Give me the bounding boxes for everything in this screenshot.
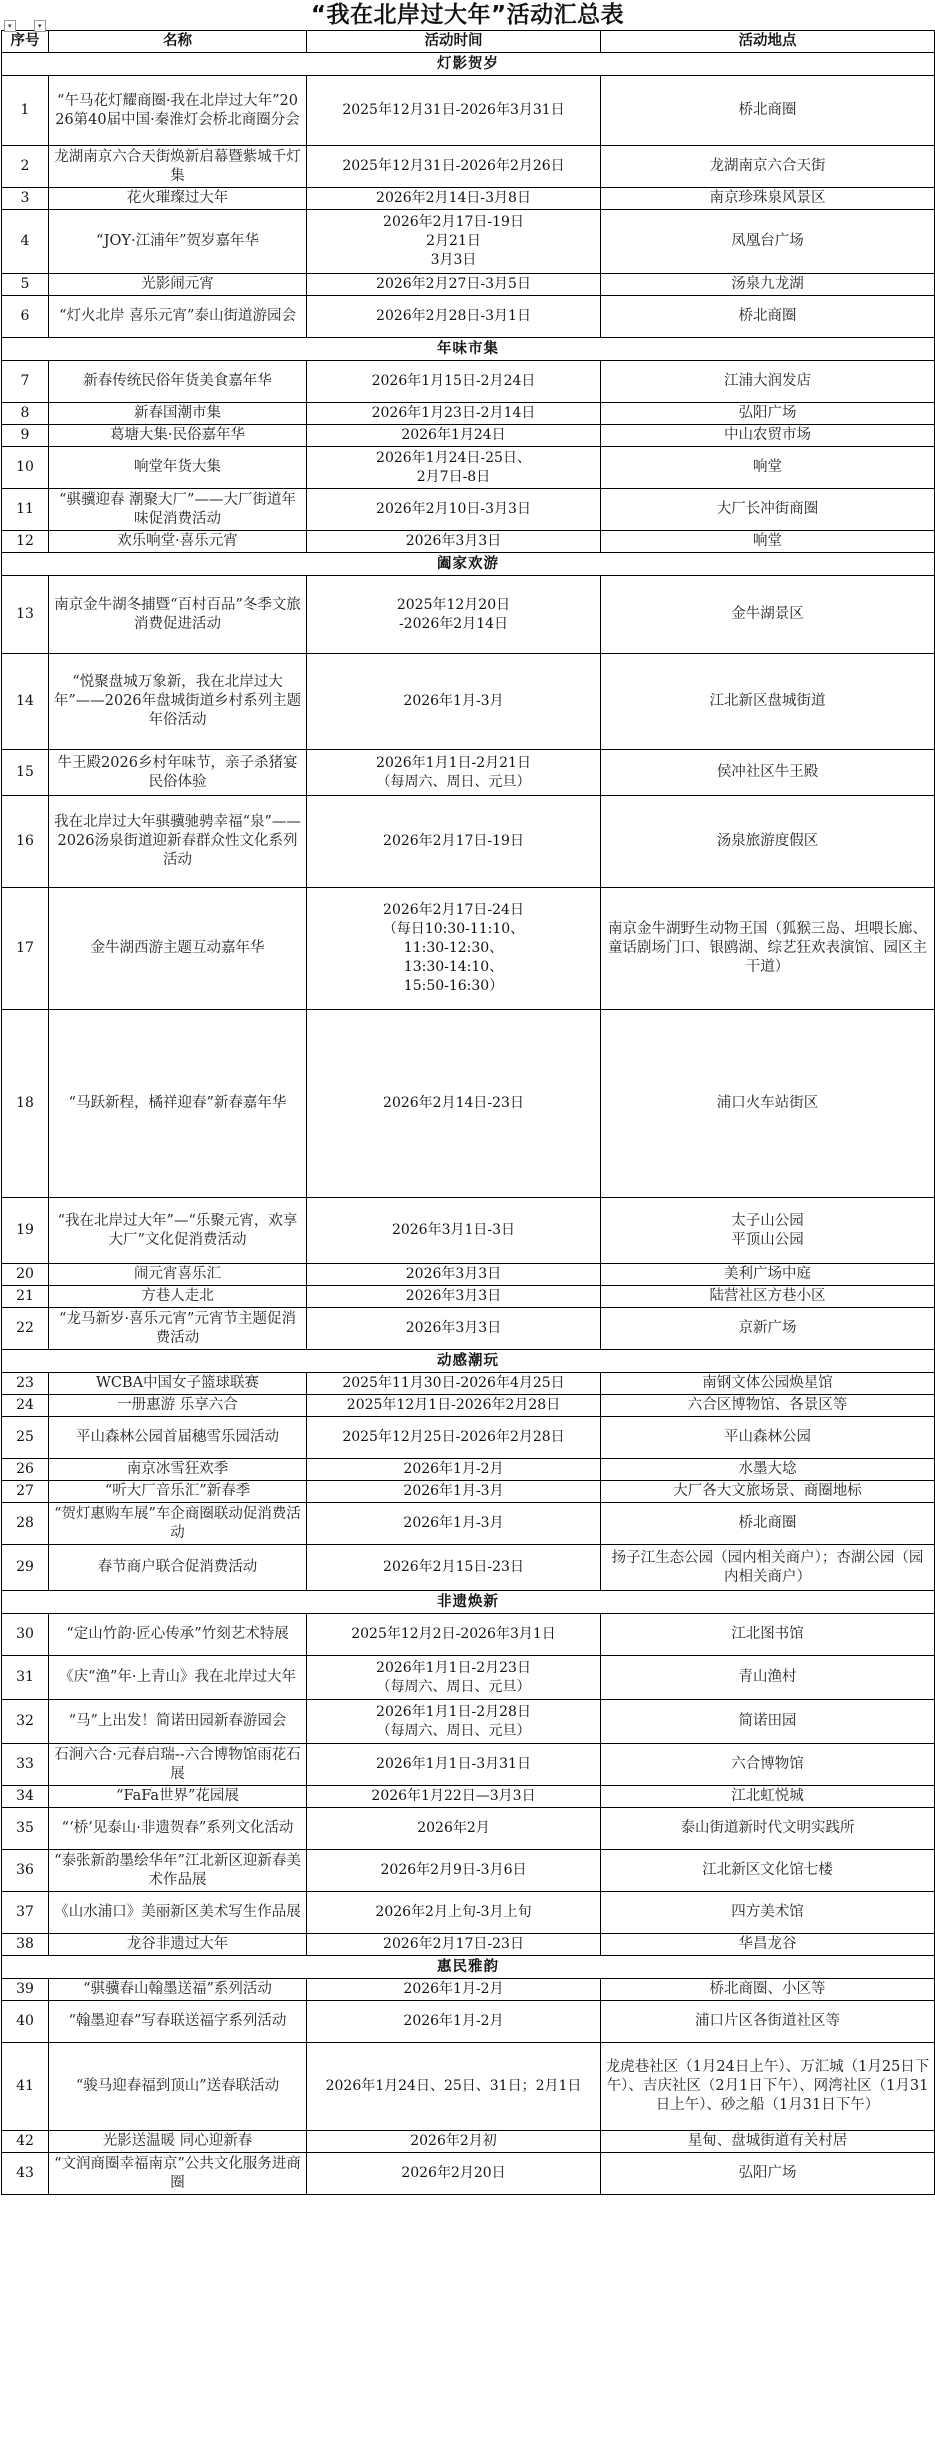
activity-name: 龙谷非遗过大年 <box>49 1934 307 1956</box>
activity-time: 2026年1月-3月 <box>307 654 601 750</box>
activity-name: 《庆“渔”年·上青山》我在北岸过大年 <box>49 1656 307 1700</box>
activity-location: 响堂 <box>601 531 935 553</box>
activity-location: 青山渔村 <box>601 1656 935 1700</box>
row-number: 23 <box>2 1373 49 1395</box>
activity-time: 2025年12月20日 -2026年2月14日 <box>307 576 601 654</box>
row-number: 9 <box>2 425 49 447</box>
activity-location: 桥北商圈、小区等 <box>601 1979 935 2001</box>
section-title: 阖家欢游 <box>2 553 935 576</box>
activity-time: 2025年12月31日-2026年2月26日 <box>307 146 601 188</box>
activity-name: 响堂年货大集 <box>49 447 307 489</box>
row-number: 39 <box>2 1979 49 2001</box>
activity-name: “‘桥’见泰山·非遗贺春”系列文化活动 <box>49 1808 307 1850</box>
activity-name: “泰张新韵墨绘华年”江北新区迎新春美术作品展 <box>49 1850 307 1892</box>
row-number: 8 <box>2 403 49 425</box>
activity-name: 牛王殿2026乡村年味节，亲子杀猪宴民俗体验 <box>49 750 307 796</box>
activity-location: 江浦大润发店 <box>601 361 935 403</box>
activity-location: 浦口片区各街道社区等 <box>601 2001 935 2043</box>
activity-name: 我在北岸过大年骐骥驰骋幸福“泉”——2026汤泉街道迎新春群众性文化系列活动 <box>49 796 307 888</box>
table-row <box>2 425 935 447</box>
activity-location: 京新广场 <box>601 1308 935 1350</box>
activity-time: 2026年2月17日-19日 2月21日 3月3日 <box>307 210 601 274</box>
activity-time: 2026年1月-2月 <box>307 2001 601 2043</box>
row-number: 22 <box>2 1308 49 1350</box>
activity-location: 南京金牛湖野生动物王国（狐猴三岛、坦喂长廊、童话剧场门口、银鸥湖、综艺狂欢表演馆、园区主干道） <box>601 888 935 1010</box>
row-number: 27 <box>2 1481 49 1503</box>
table-row <box>2 146 935 188</box>
row-number: 42 <box>2 2131 49 2153</box>
table-row <box>2 1459 935 1481</box>
activity-name: 方巷人走北 <box>49 1286 307 1308</box>
activity-name: 金牛湖西游主题互动嘉年华 <box>49 888 307 1010</box>
activity-name: “灯火北岸 喜乐元宵”泰山街道游园会 <box>49 296 307 338</box>
activity-location: 弘阳广场 <box>601 403 935 425</box>
activity-name: “骐骥迎春 潮聚大厂”——大厂街道年味促消费活动 <box>49 489 307 531</box>
activity-name: 石涧六合·元春启瑞--六合博物馆雨花石展 <box>49 1744 307 1786</box>
activity-location: 美利广场中庭 <box>601 1264 935 1286</box>
activity-name: 光影闹元宵 <box>49 274 307 296</box>
activity-time: 2026年2月14日-23日 <box>307 1010 601 1198</box>
activity-time: 2026年1月-3月 <box>307 1503 601 1545</box>
table-row <box>2 1979 935 2001</box>
activity-name: 龙湖南京六合天街焕新启幕暨紫城千灯集 <box>49 146 307 188</box>
activity-time: 2026年3月3日 <box>307 1264 601 1286</box>
row-number: 36 <box>2 1850 49 1892</box>
table-row <box>2 274 935 296</box>
header-name: 名称 <box>49 31 307 53</box>
activity-location: 响堂 <box>601 447 935 489</box>
activity-name: 南京金牛湖冬捕暨“百村百品”冬季文旅消费促进活动 <box>49 576 307 654</box>
activity-time: 2026年1月-2月 <box>307 1459 601 1481</box>
activity-location: 泰山街道新时代文明实践所 <box>601 1808 935 1850</box>
activity-location: 六合博物馆 <box>601 1744 935 1786</box>
table-row <box>2 1373 935 1395</box>
table-row <box>2 1850 935 1892</box>
row-number: 5 <box>2 274 49 296</box>
activity-time: 2025年12月2日-2026年3月1日 <box>307 1614 601 1656</box>
activity-location: 金牛湖景区 <box>601 576 935 654</box>
activity-location: 中山农贸市场 <box>601 425 935 447</box>
row-number: 12 <box>2 531 49 553</box>
activity-time: 2026年1月1日-3月31日 <box>307 1744 601 1786</box>
activity-time: 2026年1月22日—3月3日 <box>307 1786 601 1808</box>
activity-time: 2026年2月17日-23日 <box>307 1934 601 1956</box>
activity-name: 春节商户联合促消费活动 <box>49 1545 307 1591</box>
activity-location: 侯冲社区牛王殿 <box>601 750 935 796</box>
row-number: 3 <box>2 188 49 210</box>
activity-time: 2026年2月初 <box>307 2131 601 2153</box>
row-number: 33 <box>2 1744 49 1786</box>
activity-time: 2026年2月27日-3月5日 <box>307 274 601 296</box>
table-row <box>2 1264 935 1286</box>
activity-name: “龙马新岁·喜乐元宵”元宵节主题促消费活动 <box>49 1308 307 1350</box>
table-row <box>2 1417 935 1459</box>
table-row <box>2 796 935 888</box>
activity-time: 2026年3月1日-3日 <box>307 1198 601 1264</box>
activity-name: “马”上出发！简诺田园新春游园会 <box>49 1700 307 1744</box>
activity-time: 2025年11月30日-2026年4月25日 <box>307 1373 601 1395</box>
row-number: 32 <box>2 1700 49 1744</box>
row-number: 30 <box>2 1614 49 1656</box>
activity-name: “贺灯惠购车展”车企商圈联动促消费活动 <box>49 1503 307 1545</box>
section-title: 惠民雅韵 <box>2 1956 935 1979</box>
activity-time: 2026年1月-2月 <box>307 1979 601 2001</box>
table-row <box>2 2131 935 2153</box>
activity-location: 大厂长冲街商圈 <box>601 489 935 531</box>
activity-name: 欢乐响堂·喜乐元宵 <box>49 531 307 553</box>
activity-location: 南钢文体公园焕星馆 <box>601 1373 935 1395</box>
activity-name: “听大厂音乐汇”新春季 <box>49 1481 307 1503</box>
activity-location: 桥北商圈 <box>601 296 935 338</box>
header-location: 活动地点 <box>601 31 935 53</box>
table-row <box>2 76 935 146</box>
row-number: 18 <box>2 1010 49 1198</box>
row-number: 6 <box>2 296 49 338</box>
section-row <box>2 53 935 76</box>
activity-time: 2026年3月3日 <box>307 1308 601 1350</box>
activity-name: 南京冰雪狂欢季 <box>49 1459 307 1481</box>
activity-time: 2026年1月-3月 <box>307 1481 601 1503</box>
table-row <box>2 1934 935 1956</box>
activity-name: “午马花灯耀商圈·我在北岸过大年”2026第40届中国·秦淮灯会桥北商圈分会 <box>49 76 307 146</box>
activity-time: 2026年2月17日-19日 <box>307 796 601 888</box>
table-row <box>2 1744 935 1786</box>
section-title: 动感潮玩 <box>2 1350 935 1373</box>
activity-name: WCBA中国女子篮球联赛 <box>49 1373 307 1395</box>
table-row <box>2 1010 935 1198</box>
table-row <box>2 750 935 796</box>
activity-location: 江北新区盘城街道 <box>601 654 935 750</box>
table-row <box>2 403 935 425</box>
table-row <box>2 447 935 489</box>
row-number: 13 <box>2 576 49 654</box>
table-row <box>2 1545 935 1591</box>
activity-name: “骏马迎春福到顶山”送春联活动 <box>49 2043 307 2131</box>
table-row <box>2 2043 935 2131</box>
activity-location: 桥北商圈 <box>601 76 935 146</box>
table-row <box>2 1286 935 1308</box>
row-number: 25 <box>2 1417 49 1459</box>
table-header-row <box>2 31 935 53</box>
activity-time: 2026年1月1日-2月23日 （每周六、周日、元旦） <box>307 1656 601 1700</box>
row-number: 28 <box>2 1503 49 1545</box>
activity-time: 2026年1月24日-25日、 2月7日-8日 <box>307 447 601 489</box>
activity-time: 2026年2月15日-23日 <box>307 1545 601 1591</box>
activity-time: 2026年2月20日 <box>307 2153 601 2195</box>
table-row <box>2 576 935 654</box>
activity-location: 六合区博物馆、各景区等 <box>601 1395 935 1417</box>
activity-time: 2026年3月3日 <box>307 531 601 553</box>
activity-location: 龙虎巷社区（1月24日上午）、万汇城（1月25日下午）、吉庆社区（2月1日下午）、网湾社区（1月31日上午）、砂之船（1月31日下午） <box>601 2043 935 2131</box>
activity-name: 《山水浦口》美丽新区美术写生作品展 <box>49 1892 307 1934</box>
activity-name: “翰墨迎春”写春联送福字系列活动 <box>49 2001 307 2043</box>
section-row <box>2 338 935 361</box>
activity-location: 弘阳广场 <box>601 2153 935 2195</box>
row-number: 19 <box>2 1198 49 1264</box>
row-number: 35 <box>2 1808 49 1850</box>
table-row <box>2 361 935 403</box>
activity-location: 江北图书馆 <box>601 1614 935 1656</box>
row-number: 1 <box>2 76 49 146</box>
activity-name: “JOY·江浦年”贺岁嘉年华 <box>49 210 307 274</box>
activity-time: 2026年2月上旬-3月上旬 <box>307 1892 601 1934</box>
activity-location: 水墨大埝 <box>601 1459 935 1481</box>
row-number: 41 <box>2 2043 49 2131</box>
row-number: 2 <box>2 146 49 188</box>
activity-time: 2026年1月15日-2月24日 <box>307 361 601 403</box>
activity-location: 简诺田园 <box>601 1700 935 1744</box>
table-row <box>2 1614 935 1656</box>
table-row <box>2 2001 935 2043</box>
activity-time: 2025年12月1日-2026年2月28日 <box>307 1395 601 1417</box>
activity-time: 2026年1月23日-2月14日 <box>307 403 601 425</box>
activity-name: 光影送温暖 同心迎新春 <box>49 2131 307 2153</box>
table-body <box>2 53 935 2195</box>
activity-time: 2026年2月10日-3月3日 <box>307 489 601 531</box>
section-title: 年味市集 <box>2 338 935 361</box>
row-number: 40 <box>2 2001 49 2043</box>
section-row <box>2 1591 935 1614</box>
row-number: 17 <box>2 888 49 1010</box>
activity-time: 2026年2月9日-3月6日 <box>307 1850 601 1892</box>
table-row <box>2 188 935 210</box>
activity-name: 新春国潮市集 <box>49 403 307 425</box>
table-row <box>2 1481 935 1503</box>
sheet-title <box>0 0 935 30</box>
header-no: 序号 <box>2 31 49 53</box>
header-time: 活动时间 <box>307 31 601 53</box>
activity-name: 闹元宵喜乐汇 <box>49 1264 307 1286</box>
activity-location: 江北虹悦城 <box>601 1786 935 1808</box>
filter-dropdown-icon[interactable]: ▾ <box>34 20 46 32</box>
activity-location: 凤凰台广场 <box>601 210 935 274</box>
activity-location: 汤泉九龙湖 <box>601 274 935 296</box>
activity-time: 2026年2月17日-24日 （每日10:30-11:10、 11:30-12:30、 13:30-14:10、 15:50-16:30） <box>307 888 601 1010</box>
row-number: 31 <box>2 1656 49 1700</box>
activity-table <box>1 30 935 2195</box>
activity-location: 汤泉旅游度假区 <box>601 796 935 888</box>
activity-name: “悦聚盘城万象新，我在北岸过大年”——2026年盘城街道乡村系列主题年俗活动 <box>49 654 307 750</box>
table-row <box>2 296 935 338</box>
activity-name: 新春传统民俗年货美食嘉年华 <box>49 361 307 403</box>
table-row <box>2 1786 935 1808</box>
row-number: 43 <box>2 2153 49 2195</box>
row-number: 14 <box>2 654 49 750</box>
activity-time: 2026年2月 <box>307 1808 601 1850</box>
row-number: 4 <box>2 210 49 274</box>
activity-location: 龙湖南京六合天街 <box>601 146 935 188</box>
row-number: 11 <box>2 489 49 531</box>
table-row <box>2 1700 935 1744</box>
activity-location: 南京珍珠泉风景区 <box>601 188 935 210</box>
activity-location: 桥北商圈 <box>601 1503 935 1545</box>
activity-time: 2026年1月1日-2月28日 （每周六、周日、元旦） <box>307 1700 601 1744</box>
section-row <box>2 553 935 576</box>
activity-time: 2026年2月14日-3月8日 <box>307 188 601 210</box>
table-row <box>2 654 935 750</box>
section-title: 非遗焕新 <box>2 1591 935 1614</box>
activity-name: “我在北岸过大年”—“乐聚元宵，欢享大厂”文化促消费活动 <box>49 1198 307 1264</box>
activity-location: 太子山公园 平顶山公园 <box>601 1198 935 1264</box>
row-number: 37 <box>2 1892 49 1934</box>
activity-time: 2026年1月24日 <box>307 425 601 447</box>
section-row <box>2 1350 935 1373</box>
activity-name: “定山竹韵·匠心传承”竹刻艺术特展 <box>49 1614 307 1656</box>
row-number: 38 <box>2 1934 49 1956</box>
activity-name: 花火璀璨过大年 <box>49 188 307 210</box>
row-number: 29 <box>2 1545 49 1591</box>
activity-name: 平山森林公园首届穗雪乐园活动 <box>49 1417 307 1459</box>
row-number: 26 <box>2 1459 49 1481</box>
row-number: 15 <box>2 750 49 796</box>
activity-location: 陆营社区方巷小区 <box>601 1286 935 1308</box>
row-number: 34 <box>2 1786 49 1808</box>
activity-time: 2025年12月31日-2026年3月31日 <box>307 76 601 146</box>
table-row <box>2 1892 935 1934</box>
table-row <box>2 1395 935 1417</box>
table-row <box>2 1503 935 1545</box>
section-title: 灯影贺岁 <box>2 53 935 76</box>
row-number: 24 <box>2 1395 49 1417</box>
row-number: 16 <box>2 796 49 888</box>
activity-name: 一册惠游 乐享六合 <box>49 1395 307 1417</box>
row-number: 7 <box>2 361 49 403</box>
activity-name: “骐骥春山翰墨送福”系列活动 <box>49 1979 307 2001</box>
activity-time: 2025年12月25日-2026年2月28日 <box>307 1417 601 1459</box>
activity-location: 星甸、盘城街道有关村居 <box>601 2131 935 2153</box>
table-row <box>2 531 935 553</box>
table-row <box>2 210 935 274</box>
activity-time: 2026年1月1日-2月21日 （每周六、周日、元旦） <box>307 750 601 796</box>
activity-time: 2026年2月28日-3月1日 <box>307 296 601 338</box>
activity-name: “文润商圈幸福南京”公共文化服务进商圈 <box>49 2153 307 2195</box>
activity-location: 浦口火车站街区 <box>601 1010 935 1198</box>
table-row <box>2 1308 935 1350</box>
table-row <box>2 1198 935 1264</box>
row-number: 20 <box>2 1264 49 1286</box>
table-row <box>2 2153 935 2195</box>
activity-name: 葛塘大集·民俗嘉年华 <box>49 425 307 447</box>
table-row <box>2 489 935 531</box>
activity-name: “FaFa世界”花园展 <box>49 1786 307 1808</box>
table-row <box>2 1808 935 1850</box>
activity-location: 扬子江生态公园（园内相关商户）；杏湖公园（园内相关商户） <box>601 1545 935 1591</box>
filter-dropdown-icon[interactable]: ▾ <box>4 20 16 32</box>
row-number: 10 <box>2 447 49 489</box>
activity-time: 2026年1月24日、25日、31日；2月1日 <box>307 2043 601 2131</box>
section-row <box>2 1956 935 1979</box>
activity-location: 平山森林公园 <box>601 1417 935 1459</box>
row-number: 21 <box>2 1286 49 1308</box>
activity-location: 大厂各大文旅场景、商圈地标 <box>601 1481 935 1503</box>
activity-time: 2026年3月3日 <box>307 1286 601 1308</box>
table-row <box>2 1656 935 1700</box>
page-title: “我在北岸过大年”活动汇总表 <box>310 2 625 28</box>
activity-name: “马跃新程，橘祥迎春”新春嘉年华 <box>49 1010 307 1198</box>
table-row <box>2 888 935 1010</box>
activity-location: 江北新区文化馆七楼 <box>601 1850 935 1892</box>
activity-location: 华昌龙谷 <box>601 1934 935 1956</box>
activity-location: 四方美术馆 <box>601 1892 935 1934</box>
